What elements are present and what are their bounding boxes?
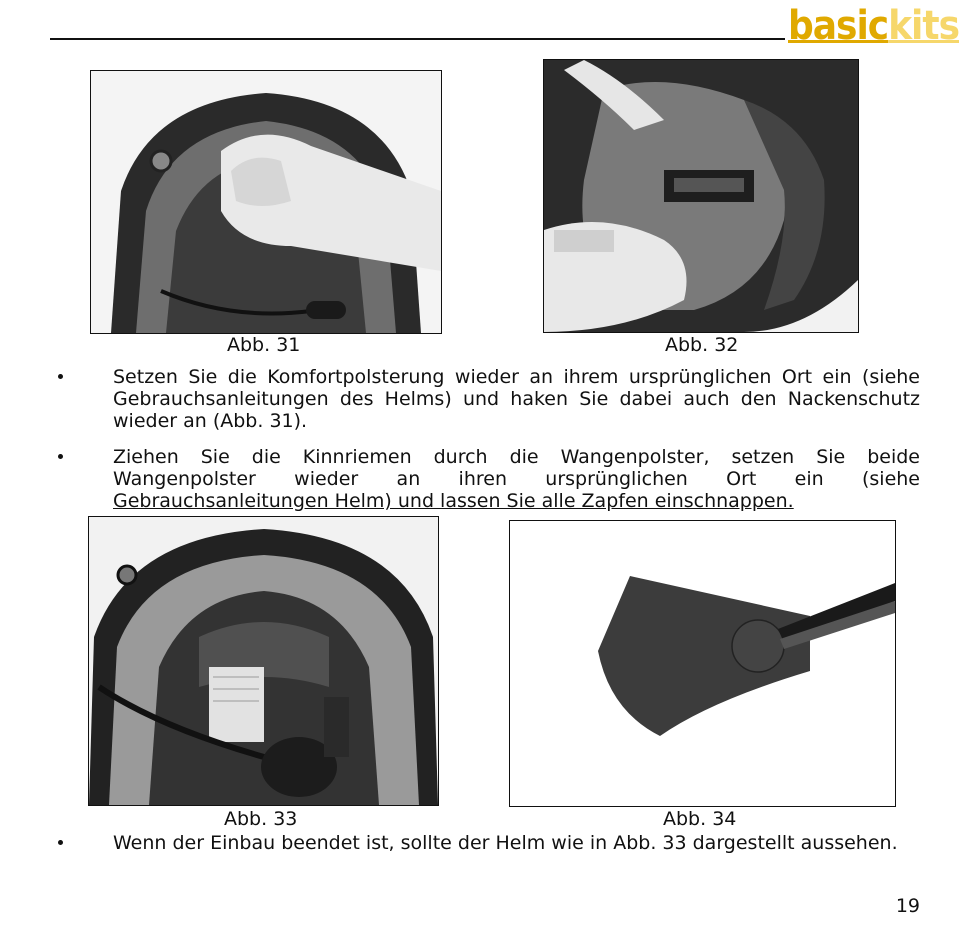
foam-pad-scissors-photo bbox=[510, 521, 895, 806]
cheek-pad-hands-photo bbox=[544, 60, 858, 332]
logo-basic-text: basic bbox=[788, 3, 889, 49]
figure-34-caption: Abb. 34 bbox=[663, 808, 737, 830]
figure-32-photo bbox=[543, 59, 859, 333]
figure-33-caption: Abb. 33 bbox=[224, 808, 298, 830]
logo-kits-text: kits bbox=[888, 3, 959, 49]
instruction-text: Ziehen Sie die Kinnriemen durch die Wangenpolster, setzen Sie beide Wangenpolster wieder an ihren ursprünglichen Ort ein (siehe bbox=[113, 446, 920, 490]
page-number: 19 bbox=[895, 895, 920, 917]
bullet-icon bbox=[58, 374, 63, 379]
instruction-item bbox=[58, 366, 920, 432]
figure-31-caption: Abb. 31 bbox=[227, 334, 301, 356]
instruction-text-last-line bbox=[113, 490, 920, 512]
instruction-item bbox=[58, 446, 920, 512]
instruction-item bbox=[58, 832, 920, 876]
figure-32-caption: Abb. 32 bbox=[665, 334, 739, 356]
bullet-icon bbox=[58, 840, 63, 845]
header-rule bbox=[50, 38, 785, 40]
figure-34-photo bbox=[509, 520, 896, 807]
helmet-interior-hand-photo bbox=[91, 71, 441, 333]
installed-helmet-photo bbox=[89, 517, 438, 805]
instruction-text: Wenn der Einbau beendet ist, sollte der Helm wie in Abb. 33 dargestellt aussehen. bbox=[113, 832, 898, 854]
instruction-text: Setzen Sie die Komfortpolsterung wieder an ihrem ursprünglichen Ort ein (siehe Gebrauchsanleitungen des Helms) und haken Sie dabei auch den Nackenschutz wieder an (Abb. 31). bbox=[113, 366, 920, 432]
instruction-text-last: Gebrauchsanleitungen Helm) und lassen Sie alle Zapfen einschnappen. bbox=[113, 490, 794, 512]
figure-31-photo bbox=[90, 70, 442, 334]
figure-33-photo bbox=[88, 516, 439, 806]
bullet-icon bbox=[58, 454, 63, 459]
brand-logo bbox=[788, 2, 959, 49]
